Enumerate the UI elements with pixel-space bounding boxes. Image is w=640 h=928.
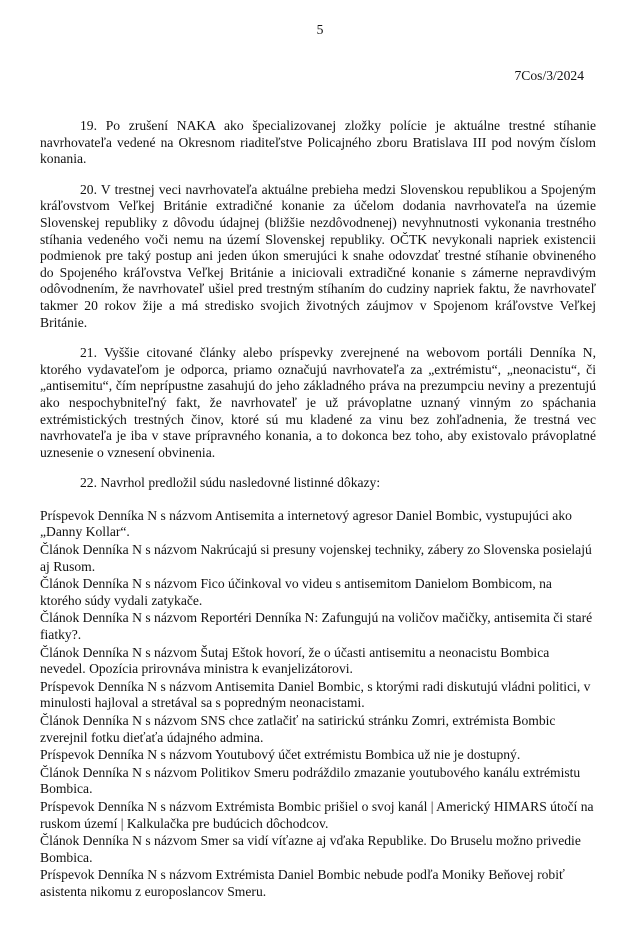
page-number: 5: [316, 22, 324, 37]
evidence-item: Príspevok Denníka N s názvom Antisemita a internetový agresor Daniel Bombic, vystupujúci ako „Danny Kollar“.: [40, 507, 572, 540]
evidence-item: Príspevok Denníka N s názvom Antisemita Daniel Bombic, s ktorými radi diskutujú vládni politici, v minulosti hajloval a stretával sa s popredným neonacistami.: [40, 678, 591, 711]
evidence-item: Článok Denníka N s názvom Smer sa vidí víťazne aj vďaka Republike. Do Bruselu možno privedie Bombica.: [40, 833, 581, 865]
case-number: 7Cos/3/2024: [514, 68, 584, 83]
document-body: [40, 118, 596, 902]
evidence-item: Článok Denníka N s názvom SNS chce zatlačiť na satirickú stránku Zomri, extrémista Bombic zverejnil fotku dieťaťa údajného admina.: [40, 713, 556, 745]
evidence-list: [40, 508, 596, 901]
evidence-item: Článok Denníka N s názvom Fico účinkoval vo videu s antisemitom Danielom Bombicom, na ktorého súdy vydali zatykače.: [40, 576, 552, 608]
paragraph-19: 19. Po zrušení NAKA ako špecializovanej zložky polície je aktuálne trestné stíhanie navrhovateľa vedené na Okresnom riaditeľstve Policajného zboru Bratislava III pod novým číslom konania.: [40, 118, 596, 167]
evidence-item: Príspevok Denníka N s názvom Youtubový účet extrémistu Bombica už nie je dostupný.: [40, 747, 521, 763]
paragraph-21: 21. Vyššie citované články alebo príspevky zverejnené na webovom portáli Denníka N, ktorého vydavateľom je odporca, priamo označujú navrhovateľa za „extrémistu“, „neonacistu“, či „antisemitu“, čím neprípustne zasahujú do jeho základného práva na prezumpciu neviny a prezentujú ako nespochybniteľný fakt, že navrhovateľ je už právoplatne uznaný vinným zo spáchania extrémistických trestných činov, ktoré sú mu kladené za vinu bez zohľadnenia, že trestná vec navrhovateľa je iba v stave prípravného konania, a to dokonca bez toho, aby existovalo právoplatné uznesenie o vznesení obvinenia.: [40, 345, 596, 460]
evidence-item: Príspevok Denníka N s názvom Extrémista Bombic prišiel o svoj kanál | Americký HIMARS útočí na ruskom území | Kalkulačka pre budúcich dôchodcov.: [40, 798, 594, 831]
evidence-item: Článok Denníka N s názvom Šutaj Eštok hovorí, že o účasti antisemitu a neonacistu Bombica nevedel. Opozícia prirovnáva ministra k evanjelizátorovi.: [40, 644, 550, 677]
evidence-item: Príspevok Denníka N s názvom Extrémista Daniel Bombic nebude podľa Moniky Beňovej robiť asistenta nikomu z europoslancov Smeru.: [40, 867, 565, 899]
evidence-item: Článok Denníka N s názvom Politikov Smeru podráždilo zmazanie youtubového kanálu extrémistu Bombica.: [40, 764, 581, 797]
paragraph-20: 20. V trestnej veci navrhovateľa aktuálne prebieha medzi Slovenskou republikou a Spojeným kráľovstvom Veľkej Británie extradičné konanie za účelom dodania navrhovateľa na územie Slovenskej republiky z dôvodu údajnej (bližšie nezdôvodnenej) nevyhnutnosti vykonania trestného stíhania vedeného voči nemu na území Slovenskej republiky. OČTK nevykonali napriek existencii podmienok pre taký postup ani jeden úkon smerujúci k snahe odovzdať trestné stíhanie obvineného do Spojeného kráľovstva Veľkej Británie a iniciovali extradičné konanie s zámerne nepravdivým odôvodnením, že navrhovateľ ušiel pred trestným stíhaním do cudziny napriek faktu, že navrhovateľ takmer 20 rokov žije a má stredisko svojich životných záujmov v Spojenom kráľovstve Veľkej Británie.: [40, 181, 596, 330]
evidence-item: Článok Denníka N s názvom Nakrúcajú si presuny vojenskej techniky, zábery zo Slovenska posielajú aj Rusom.: [40, 542, 592, 574]
paragraph-22: 22. Navrhol predložil súdu nasledovné listinné dôkazy:: [80, 475, 381, 491]
evidence-item: Článok Denníka N s názvom Reportéri Denníka N: Zafungujú na voličov mačičky, antisemita či staré fiatky?.: [40, 610, 593, 643]
